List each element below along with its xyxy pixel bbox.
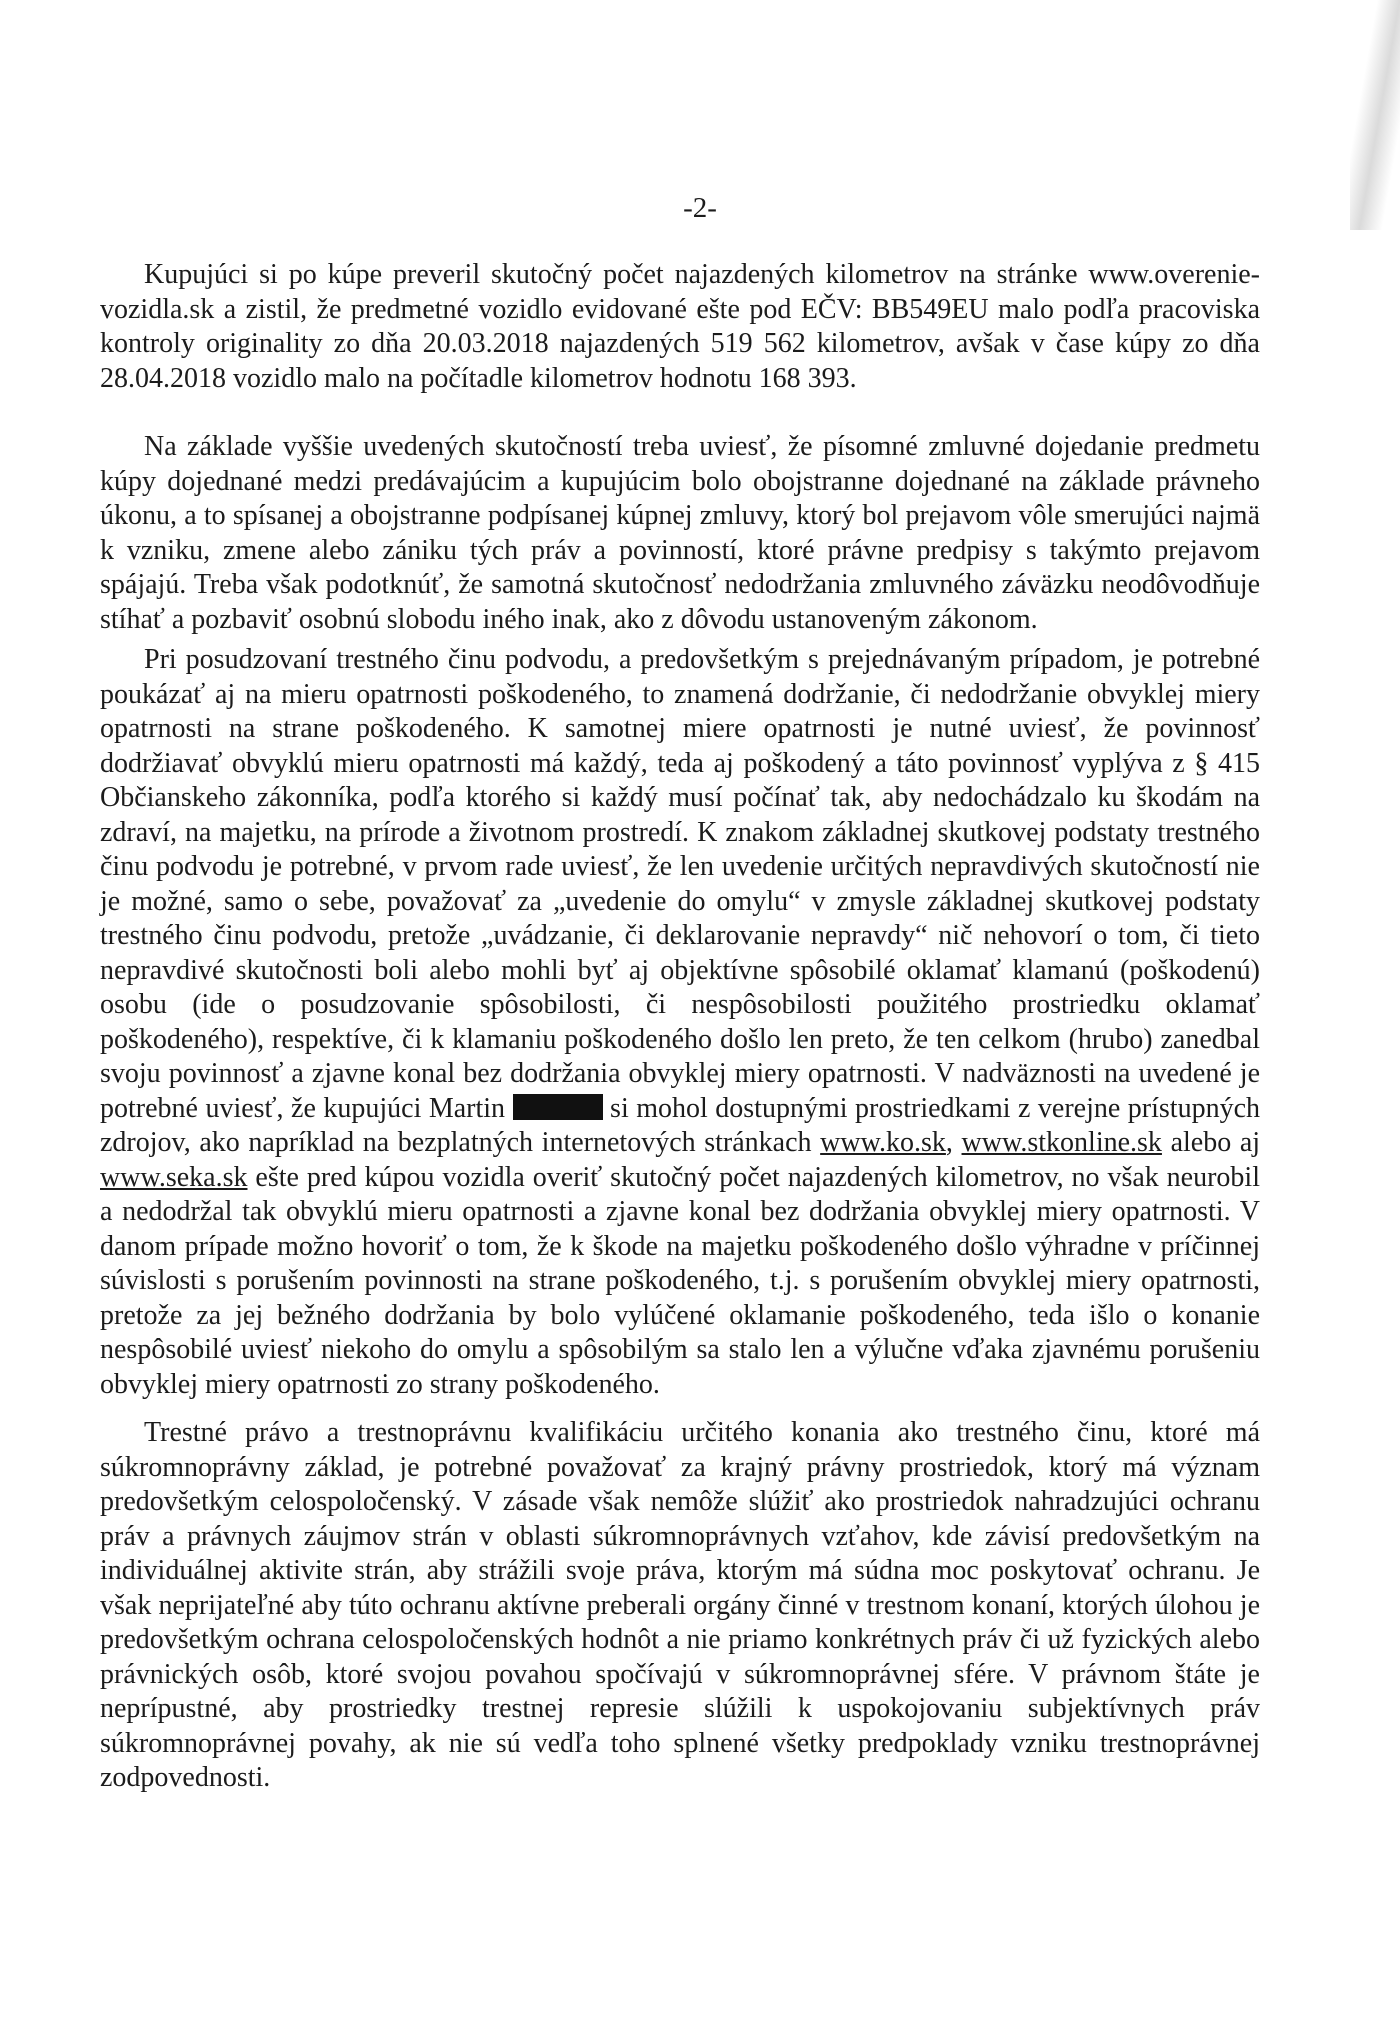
paragraph-2: Na základe vyššie uvedených skutočností treba uviesť, že písomné zmluvné dojedanie predmetu kúpy dojednané medzi predávajúcim a kupujúcim bolo obojstranne dojednané na základe právneho úkonu, a to spísanej a obojstranne podpísanej kúpnej zmluvy, ktorý bol prejavom vôle smerujúci najmä k vzniku, zmene alebo zániku tých práv a povinností, ktoré právne predpisy s takýmto prejavom spájajú. Treba však podotknúť, že samotná skutočnosť nedodržania zmluvného záväzku neodôvodňuje stíhať a pozbaviť osobnú slobodu iného inak, ako z dôvodu ustanoveným zákonom.: [100, 431, 1260, 635]
link-ko-sk[interactable]: www.ko.sk: [820, 1127, 946, 1158]
link-seka-sk[interactable]: www.seka.sk: [100, 1161, 248, 1193]
paragraph-3-text-b: si mohol dostupnými prostriedkami z verejne prístupných zdrojov, ako napríklad na bezplatných internetových stránkach: [100, 1092, 1261, 1158]
redacted-surname: [513, 1094, 603, 1120]
paragraph-3-text-a: Pri posudzovaní trestného činu podvodu, a predovšetkým s prejednávaným prípadom, je potrebné poukázať aj na mieru opatrnosti poškodeného, to znamená dodržanie, či nedodržanie obvyklej miery opatrnosti na strane poškodeného. K samotnej miere opatrnosti je nutné uviesť, že povinnosť dodržiavať obvyklú mieru opatrnosti má každý, teda aj poškodený a táto povinnosť vyplýva z § 415 Občianskeho zákonníka, podľa ktorého si každý musí počínať tak, aby nedochádzalo ku škodám na zdraví, na majetku, na prírode a životnom prostredí. K znakom základnej skutkovej podstaty trestného činu podvodu je potrebné, v prvom rade uviesť, že len uvedenie určitých nepravdivých skutočností nie je možné, samo o sebe, považovať za „uvedenie do omylu“ v zmysle základnej skutkovej podstaty trestného činu podvodu, pretože „uvádzanie, či deklarovanie nepravdy“ nič nehovorí o tom, či tieto nepravdivé skutočnosti boli alebo mohli byť aj objektívne spôsobilé oklamať klamanú (poškodenú) osobu (ide o posudzovanie spôsobilosti, či nespôsobilosti použitého prostriedku oklamať poškodeného), respektíve, či k klamaniu poškodeného došlo len preto, že ten celkom (hrubo) zanedbal svoju povinnosť a zjavne konal bez dodržania obvyklej miery opatrnosti. V nadväznosti na uvedené je potrebné uviesť, že kupujúci Martin: [100, 644, 1260, 1124]
link-stkonline-sk[interactable]: www.stkonline.sk: [961, 1127, 1162, 1158]
paragraph-4: Trestné právo a trestnoprávnu kvalifikáciu určitého konania ako trestného činu, ktoré má súkromnoprávny základ, je potrebné považovať za krajný právny prostriedok, ktorý má význam predovšetkým celospoločenský. V zásade však nemôže slúžiť ako prostriedok nahradzujúci ochranu práv a právnych záujmov strán v oblasti súkromnoprávnych vzťahov, kde závisí predovšetkým na individuálnej aktivite strán, aby strážili svoje práva, ktorým má súdna moc poskytovať ochranu. Je však neprijateľné aby túto ochranu aktívne preberali orgány činné v trestnom konaní, ktorých úlohou je predovšetkým ochrana celospoločenských hodnôt a nie priamo konkrétnych práv či už fyzických alebo právnických osôb, ktoré svojou povahou spočívajú v súkromnoprávnej sfére. V právnom štáte je neprípustné, aby prostriedky trestnej represie slúžili k uspokojovaniu subjektívnych práv súkromnoprávnej povahy, ak nie sú vedľa toho splnené všetky predpoklady vzniku trestnoprávnej zodpovednosti.: [100, 1417, 1260, 1793]
document-body: [100, 258, 1260, 1796]
paragraph-1: Kupujúci si po kúpe preveril skutočný počet najazdených kilometrov na stránke www.overenie-vozidla.sk a zistil, že predmetné vozidlo evidované ešte pod EČV: BB549EU malo podľa pracoviska kontroly originality zo dňa 20.03.2018 najazdených 519 562 kilometrov, avšak v čase kúpy zo dňa 28.04.2018 vozidlo malo na počítadle kilometrov hodnotu 168 393.: [100, 259, 1260, 394]
paragraph-3-text-c: alebo aj: [1170, 1127, 1261, 1158]
paragraph-3: [100, 643, 1260, 1402]
paragraph-3-text-d: ešte pred kúpou vozidla overiť skutočný počet najazdených kilometrov, no však neurobil a nedodržal tak obvyklú mieru opatrnosti a zjavne konal bez dodržania obvyklej miery opatrnosti. V danom prípade možno hovoriť o tom, že k škode na majetku poškodeného došlo výhradne v príčinnej súvislosti s porušením povinnosti na strane poškodeného, t.j. s porušením obvyklej miery opatrnosti, pretože za jej bežného dodržania by bolo vylúčené oklamanie poškodeného, teda išlo o konanie nespôsobilé uviesť niekoho do omylu a spôsobilým sa stalo len a výlučne vďaka zjavnému porušeniu obvyklej miery opatrnosti zo strany poškodeného.: [100, 1161, 1260, 1400]
link-separator: ,: [945, 1127, 953, 1158]
page-number: -2-: [683, 192, 717, 224]
